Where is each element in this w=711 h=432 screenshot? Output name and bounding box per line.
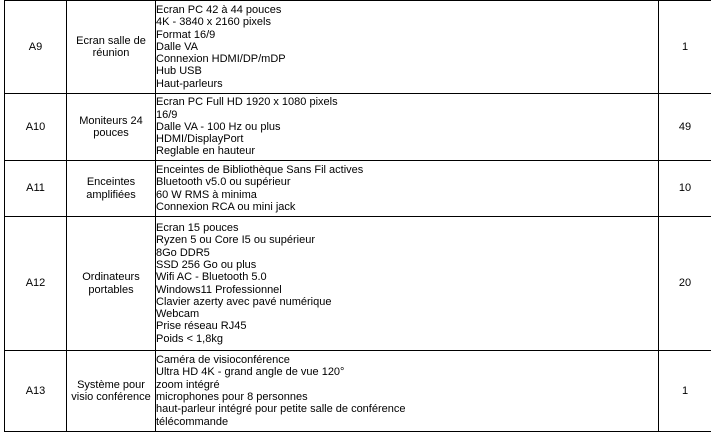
spec-line: Ultra HD 4K - grand angle de vue 120°: [156, 366, 658, 378]
table-row: [5, 217, 711, 351]
spec-line: Dalle VA: [156, 41, 658, 53]
item-ref: A9: [5, 1, 67, 94]
item-specs: [156, 351, 659, 432]
spec-line: zoom intégré: [156, 379, 658, 391]
equipment-spec-table: [4, 0, 711, 432]
spec-line: Connexion RCA ou mini jack: [156, 201, 658, 213]
item-name: Ecran salle de réunion: [67, 1, 156, 94]
spec-line: Prise réseau RJ45: [156, 320, 658, 332]
table-row: [5, 94, 711, 161]
spec-line: Dalle VA - 100 Hz ou plus: [156, 121, 658, 133]
spec-line: Haut-parleurs: [156, 78, 658, 90]
item-specs: [156, 94, 659, 161]
item-name: Enceintes amplifiées: [67, 161, 156, 217]
item-quantity: 1: [659, 1, 711, 94]
table-row: [5, 1, 711, 94]
item-ref: A13: [5, 351, 67, 432]
item-specs: [156, 161, 659, 217]
item-specs: [156, 1, 659, 94]
item-name: Moniteurs 24 pouces: [67, 94, 156, 161]
spec-line: Connexion HDMI/DP/mDP: [156, 53, 658, 65]
spec-line: Webcam: [156, 308, 658, 320]
spec-line: Bluetooth v5.0 ou supérieur: [156, 176, 658, 188]
spec-line: Reglable en hauteur: [156, 145, 658, 157]
item-ref: A12: [5, 217, 67, 351]
spec-line: HDMI/DisplayPort: [156, 133, 658, 145]
spec-line: Enceintes de Bibliothèque Sans Fil actives: [156, 164, 658, 176]
spec-line: Clavier azerty avec pavé numérique: [156, 296, 658, 308]
item-quantity: 10: [659, 161, 711, 217]
spec-line: Ryzen 5 ou Core I5 ou supérieur: [156, 234, 658, 246]
spec-line: microphones pour 8 personnes: [156, 391, 658, 403]
spec-line: Poids < 1,8kg: [156, 333, 658, 345]
spec-line: Format 16/9: [156, 29, 658, 41]
spec-line: Windows11 Professionnel: [156, 284, 658, 296]
item-ref: A11: [5, 161, 67, 217]
spec-line: SSD 256 Go ou plus: [156, 259, 658, 271]
item-specs: [156, 217, 659, 351]
spec-line: Hub USB: [156, 65, 658, 77]
table-row: [5, 161, 711, 217]
item-quantity: 20: [659, 217, 711, 351]
item-ref: A10: [5, 94, 67, 161]
spec-line: télécommande: [156, 416, 658, 428]
table-row: [5, 351, 711, 432]
spec-line: haut-parleur intégré pour petite salle de conférence: [156, 403, 658, 415]
item-name: Système pour visio conférence: [67, 351, 156, 432]
spec-line: Ecran PC Full HD 1920 x 1080 pixels: [156, 96, 658, 108]
spec-line: 60 W RMS à minima: [156, 189, 658, 201]
item-quantity: 49: [659, 94, 711, 161]
item-name: Ordinateurs portables: [67, 217, 156, 351]
spec-line: Ecran PC 42 à 44 pouces: [156, 4, 658, 16]
item-quantity: 1: [659, 351, 711, 432]
spec-line: 16/9: [156, 109, 658, 121]
spec-line: Caméra de visioconférence: [156, 354, 658, 366]
spec-line: Ecran 15 pouces: [156, 222, 658, 234]
spec-line: 8Go DDR5: [156, 247, 658, 259]
spec-line: 4K - 3840 x 2160 pixels: [156, 16, 658, 28]
spec-line: Wifi AC - Bluetooth 5.0: [156, 271, 658, 283]
